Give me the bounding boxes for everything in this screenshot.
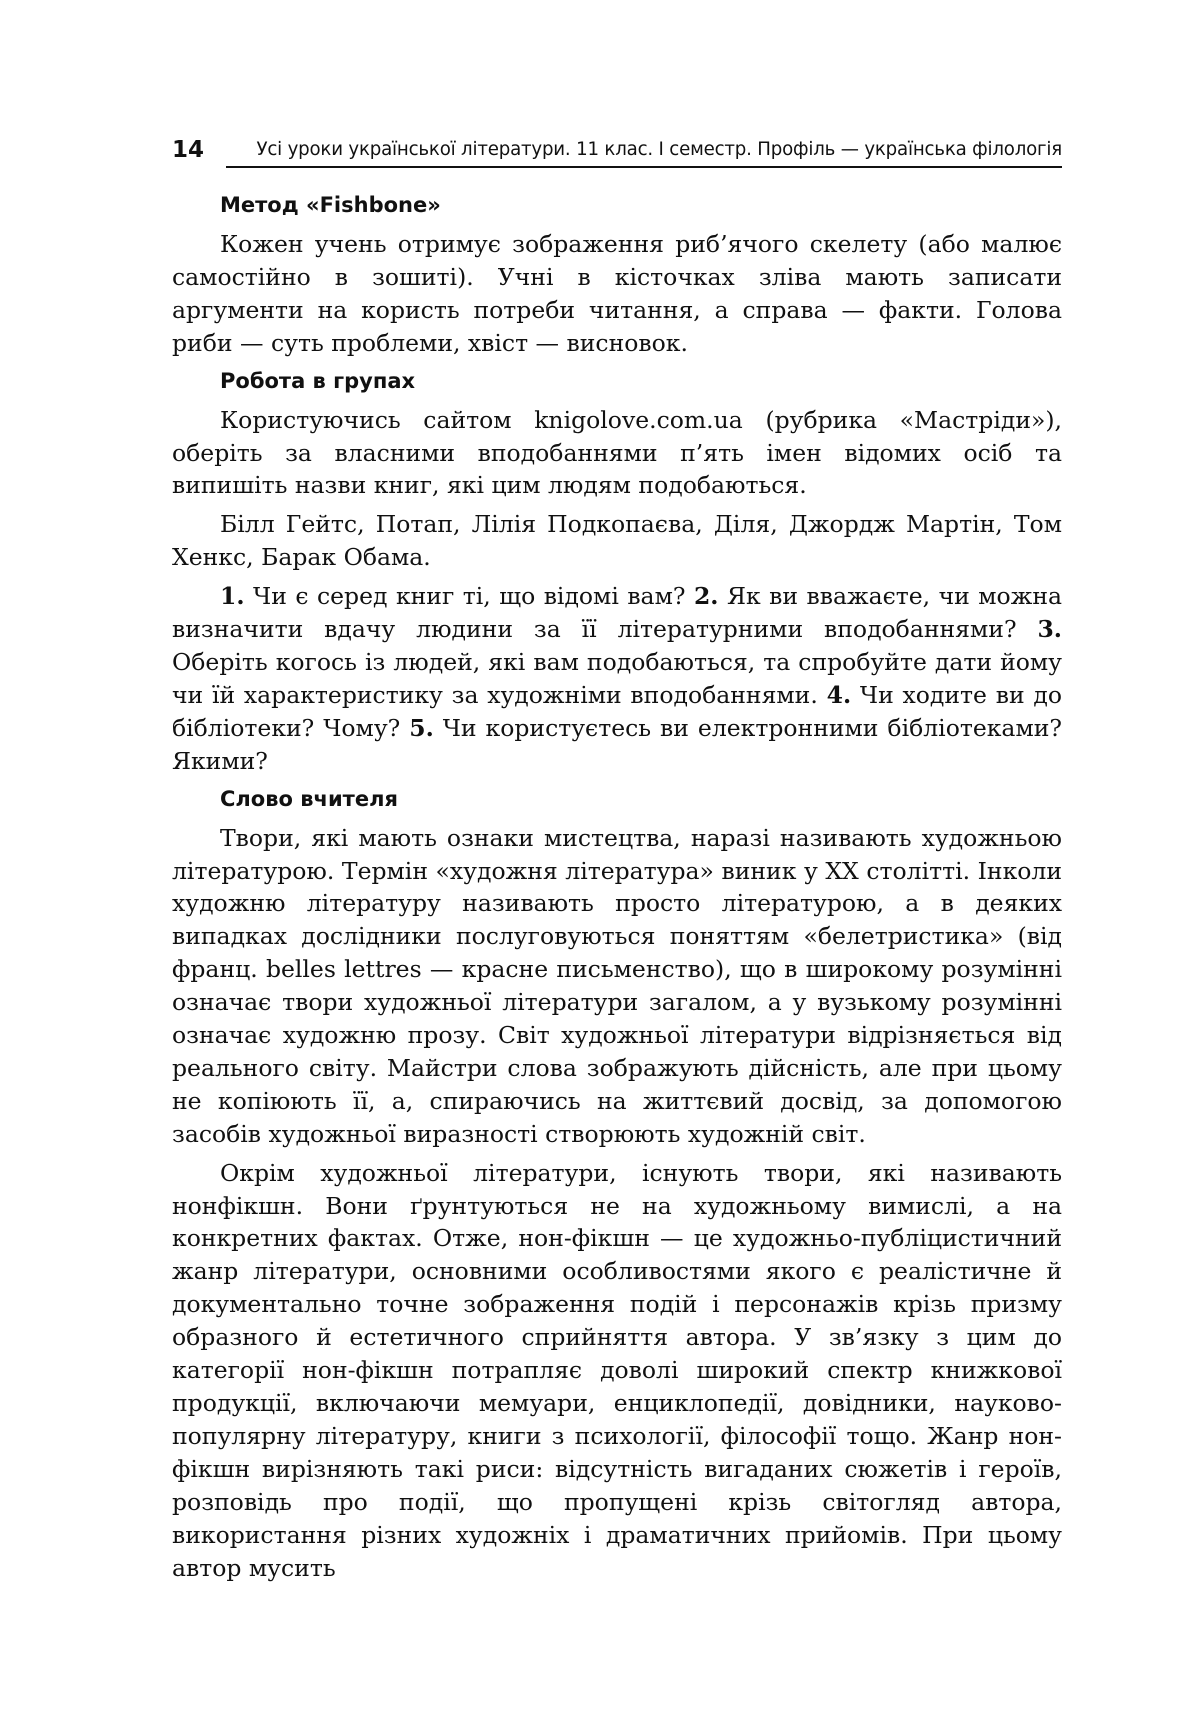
question-number: 3.	[1037, 615, 1062, 644]
question-number: 5.	[409, 713, 434, 742]
page-header	[172, 133, 1062, 169]
paragraph-fishbone: Кожен учень отримує зображення риб’ячого скелету (або малює самостійно в зошиті). Учні в кісточках зліва мають записати аргументи на користь потреби читання, а справа — факти. Голова риби — суть проблеми, хвіст — висновок.	[172, 230, 1062, 357]
header-rule	[226, 166, 1062, 168]
paragraph-teacher-1: Твори, які мають ознаки мистецтва, наразі називають художньою літературою. Термін «художня література» виник у XX столітті. Інколи художню літературу називають просто літературою, а в деяких випадках дослідники послуговуються поняттям «белетристика» (від франц. belles lettres — красне письменство), що в широкому розумінні означає твори художньої літератури загалом, а у вузькому розумінні означає художню прозу. Світ художньої літератури відрізняється від реального світу. Майстри слова зображують дійсність, але при цьому не копіюють її, а, спираючись на життєвий досвід, за допомогою засобів художньої виразності створюють художній світ.	[172, 823, 1062, 1148]
question-text: Як ви вважаєте, чи можна визначити вдачу людини за її літературними вподобаннями?	[172, 582, 1063, 644]
page-content	[172, 184, 1062, 1590]
question-text: Чи ходите ви до бібліотеки? Чому?	[172, 680, 1062, 742]
heading-fishbone: Метод «Fishbone»	[220, 193, 441, 217]
heading-group-work: Робота в групах	[220, 368, 416, 393]
question-number: 2.	[693, 582, 719, 611]
paragraph-group-work-1: Користуючись сайтом knigolove.com.ua (рубрика «Мастріди»), оберіть за власними вподобаннями п’ять імен відомих осіб та випишіть назви книг, які цим людям подобаються.	[172, 405, 1062, 500]
paragraph-teacher-2: Окрім художньої літератури, існують твори, які називають нонфікшн. Вони ґрунтуються не на художньому вимислі, а на конкретних фактах. Отже, нон-фікшн — це художньо-публіцистичний жанр літератури, основними особливостями якого є реалістичне й документально точне зображення подій і персонажів крізь призму образного й естетичного сприйняття автора. У зв’язку з цим до категорії нон-фікшн потрапляє доволі широкий спектр книжкової продукції, включаючи мемуари, енциклопедії, довідники, науково-популярну літературу, книги з психології, філософії тощо. Жанр нон-фікшн вирізняють такі риси: відсутність вигаданих сюжетів і героїв, розповідь про події, що пропущені крізь світогляд автора, використання різних художніх і драматичних прийомів. При цьому автор мусить	[172, 1158, 1062, 1582]
question-number: 1.	[220, 582, 245, 611]
question-text: Оберіть когось із людей, які вам подобаються, та спробуйте дати йому чи їй характеристику за художніми вподобаннями.	[172, 647, 1062, 709]
question-number: 4.	[826, 680, 852, 709]
question-text: Чи користуєтесь ви електронними бібліотеками? Якими?	[172, 713, 1062, 775]
page-number: 14	[172, 137, 205, 163]
heading-teacher-word: Слово вчителя	[220, 786, 398, 811]
running-title: Усі уроки української літератури. 11 клас. І семестр. Профіль — українська філологія	[256, 139, 1062, 160]
paragraph-group-work-2: Білл Гейтс, Потап, Лілія Подкопаєва, Діля, Джордж Мартін, Том Хенкс, Барак Обама.	[172, 510, 1062, 572]
paragraph-questions	[172, 580, 1062, 777]
question-text: Чи є серед книг ті, що відомі вам?	[244, 582, 694, 611]
